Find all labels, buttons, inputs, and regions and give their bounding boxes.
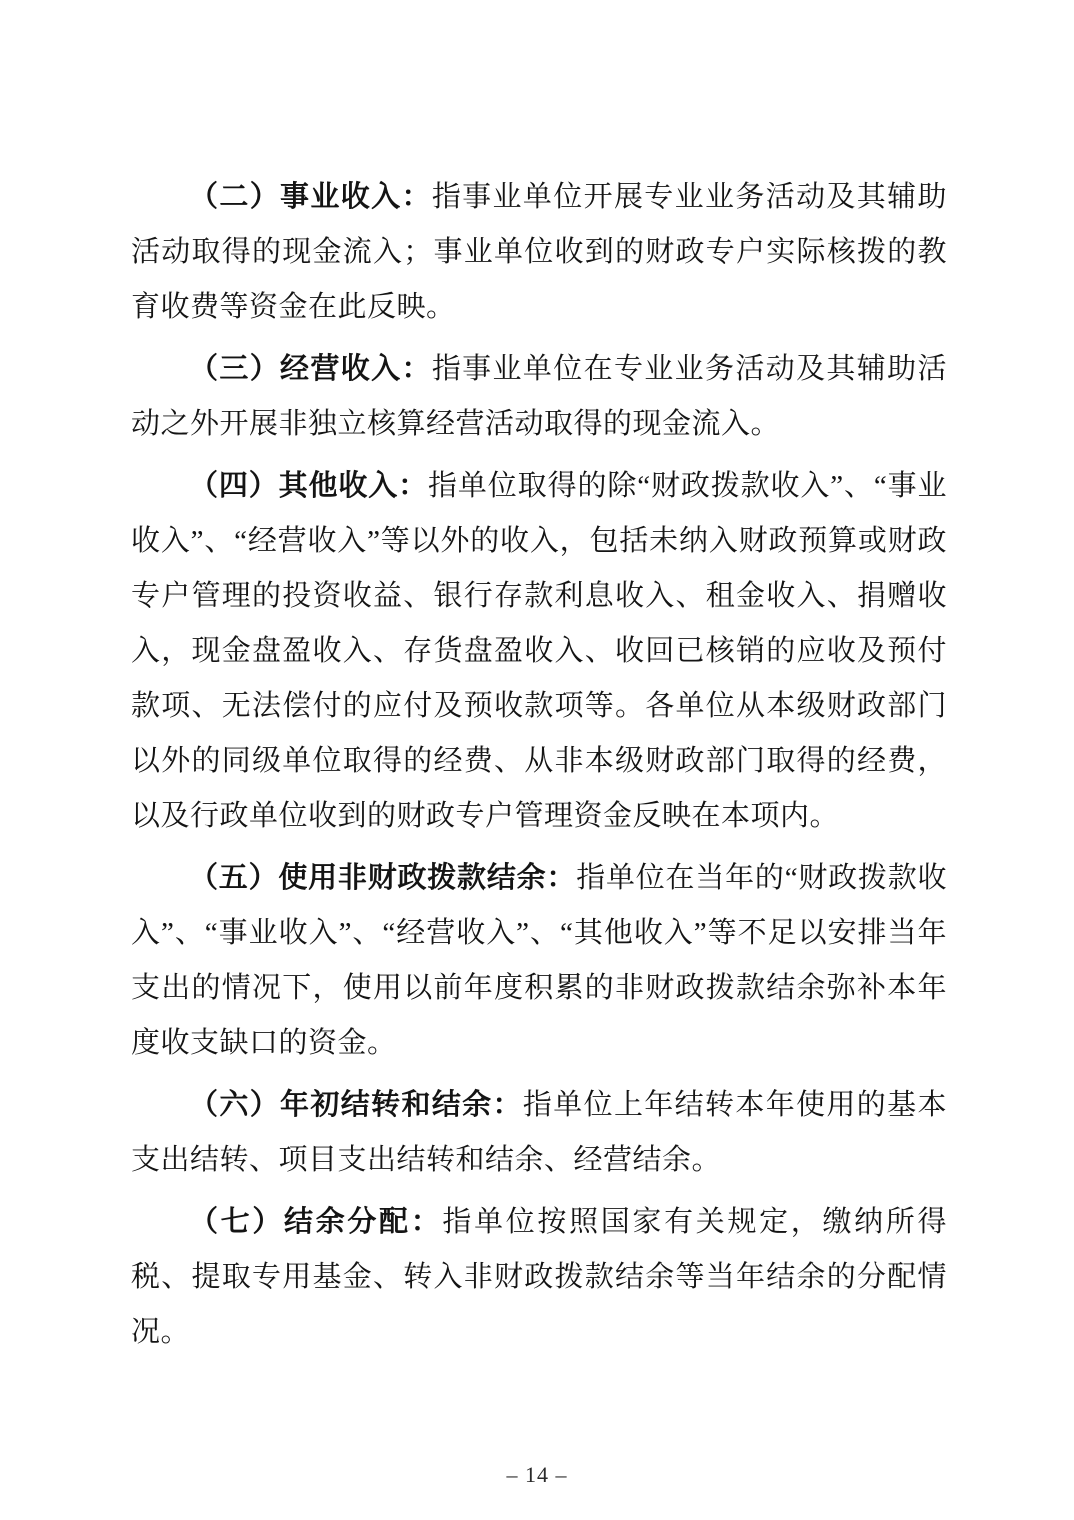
paragraph-beginning-balance-label: （六）年初结转和结余： — [189, 1089, 523, 1121]
paragraph-beginning-balance — [131, 1078, 947, 1188]
paragraph-other-income-text: 指单位取得的除“财政拨款收入”、“事业收入”、“经营收入”等以外的收入，包括未纳入财政预算或财政专户管理的投资收益、银行存款利息收入、租金收入、捐赠收入，现金盘盈收入、存货盘盈收入、收回已核销的应收及预付款项、无法偿付的应付及预收款项等。各单位从本级财政部门以外的同级单位取得的经费、从非本级财政部门取得的经费，以及行政单位收到的财政专户管理资金反映在本项内。 — [131, 470, 947, 832]
paragraph-non-fiscal-carryover-usage — [131, 851, 947, 1071]
paragraph-operating-income-text: 指事业单位在专业业务活动及其辅助活动之外开展非独立核算经营活动取得的现金流入。 — [131, 353, 947, 440]
paragraph-non-fiscal-carryover-usage-text: 指单位在当年的“财政拨款收入”、“事业收入”、“经营收入”、“其他收入”等不足以安排当年支出的情况下，使用以前年度积累的非财政拨款结余弥补本年度收支缺口的资金。 — [131, 862, 947, 1059]
document-body — [131, 170, 947, 1367]
page-number: – 14 – — [506, 1462, 568, 1487]
paragraph-other-income — [131, 459, 947, 844]
paragraph-surplus-distribution — [131, 1195, 947, 1360]
paragraph-operating-income — [131, 342, 947, 452]
paragraph-operating-income-label: （三）经营收入： — [189, 353, 432, 385]
paragraph-business-income — [131, 170, 947, 335]
paragraph-surplus-distribution-label: （七）结余分配： — [189, 1206, 443, 1238]
paragraph-beginning-balance-text: 指单位上年结转本年使用的基本支出结转、项目支出结转和结余、经营结余。 — [131, 1089, 947, 1176]
paragraph-surplus-distribution-text: 指单位按照国家有关规定，缴纳所得税、提取专用基金、转入非财政拨款结余等当年结余的分配情况。 — [131, 1206, 947, 1348]
paragraph-business-income-label: （二）事业收入： — [189, 181, 432, 213]
paragraph-business-income-text: 指事业单位开展专业业务活动及其辅助活动取得的现金流入；事业单位收到的财政专户实际核拨的教育收费等资金在此反映。 — [131, 181, 947, 323]
paragraph-non-fiscal-carryover-usage-label: （五）使用非财政拨款结余： — [189, 862, 577, 894]
paragraph-other-income-label: （四）其他收入： — [189, 470, 429, 502]
